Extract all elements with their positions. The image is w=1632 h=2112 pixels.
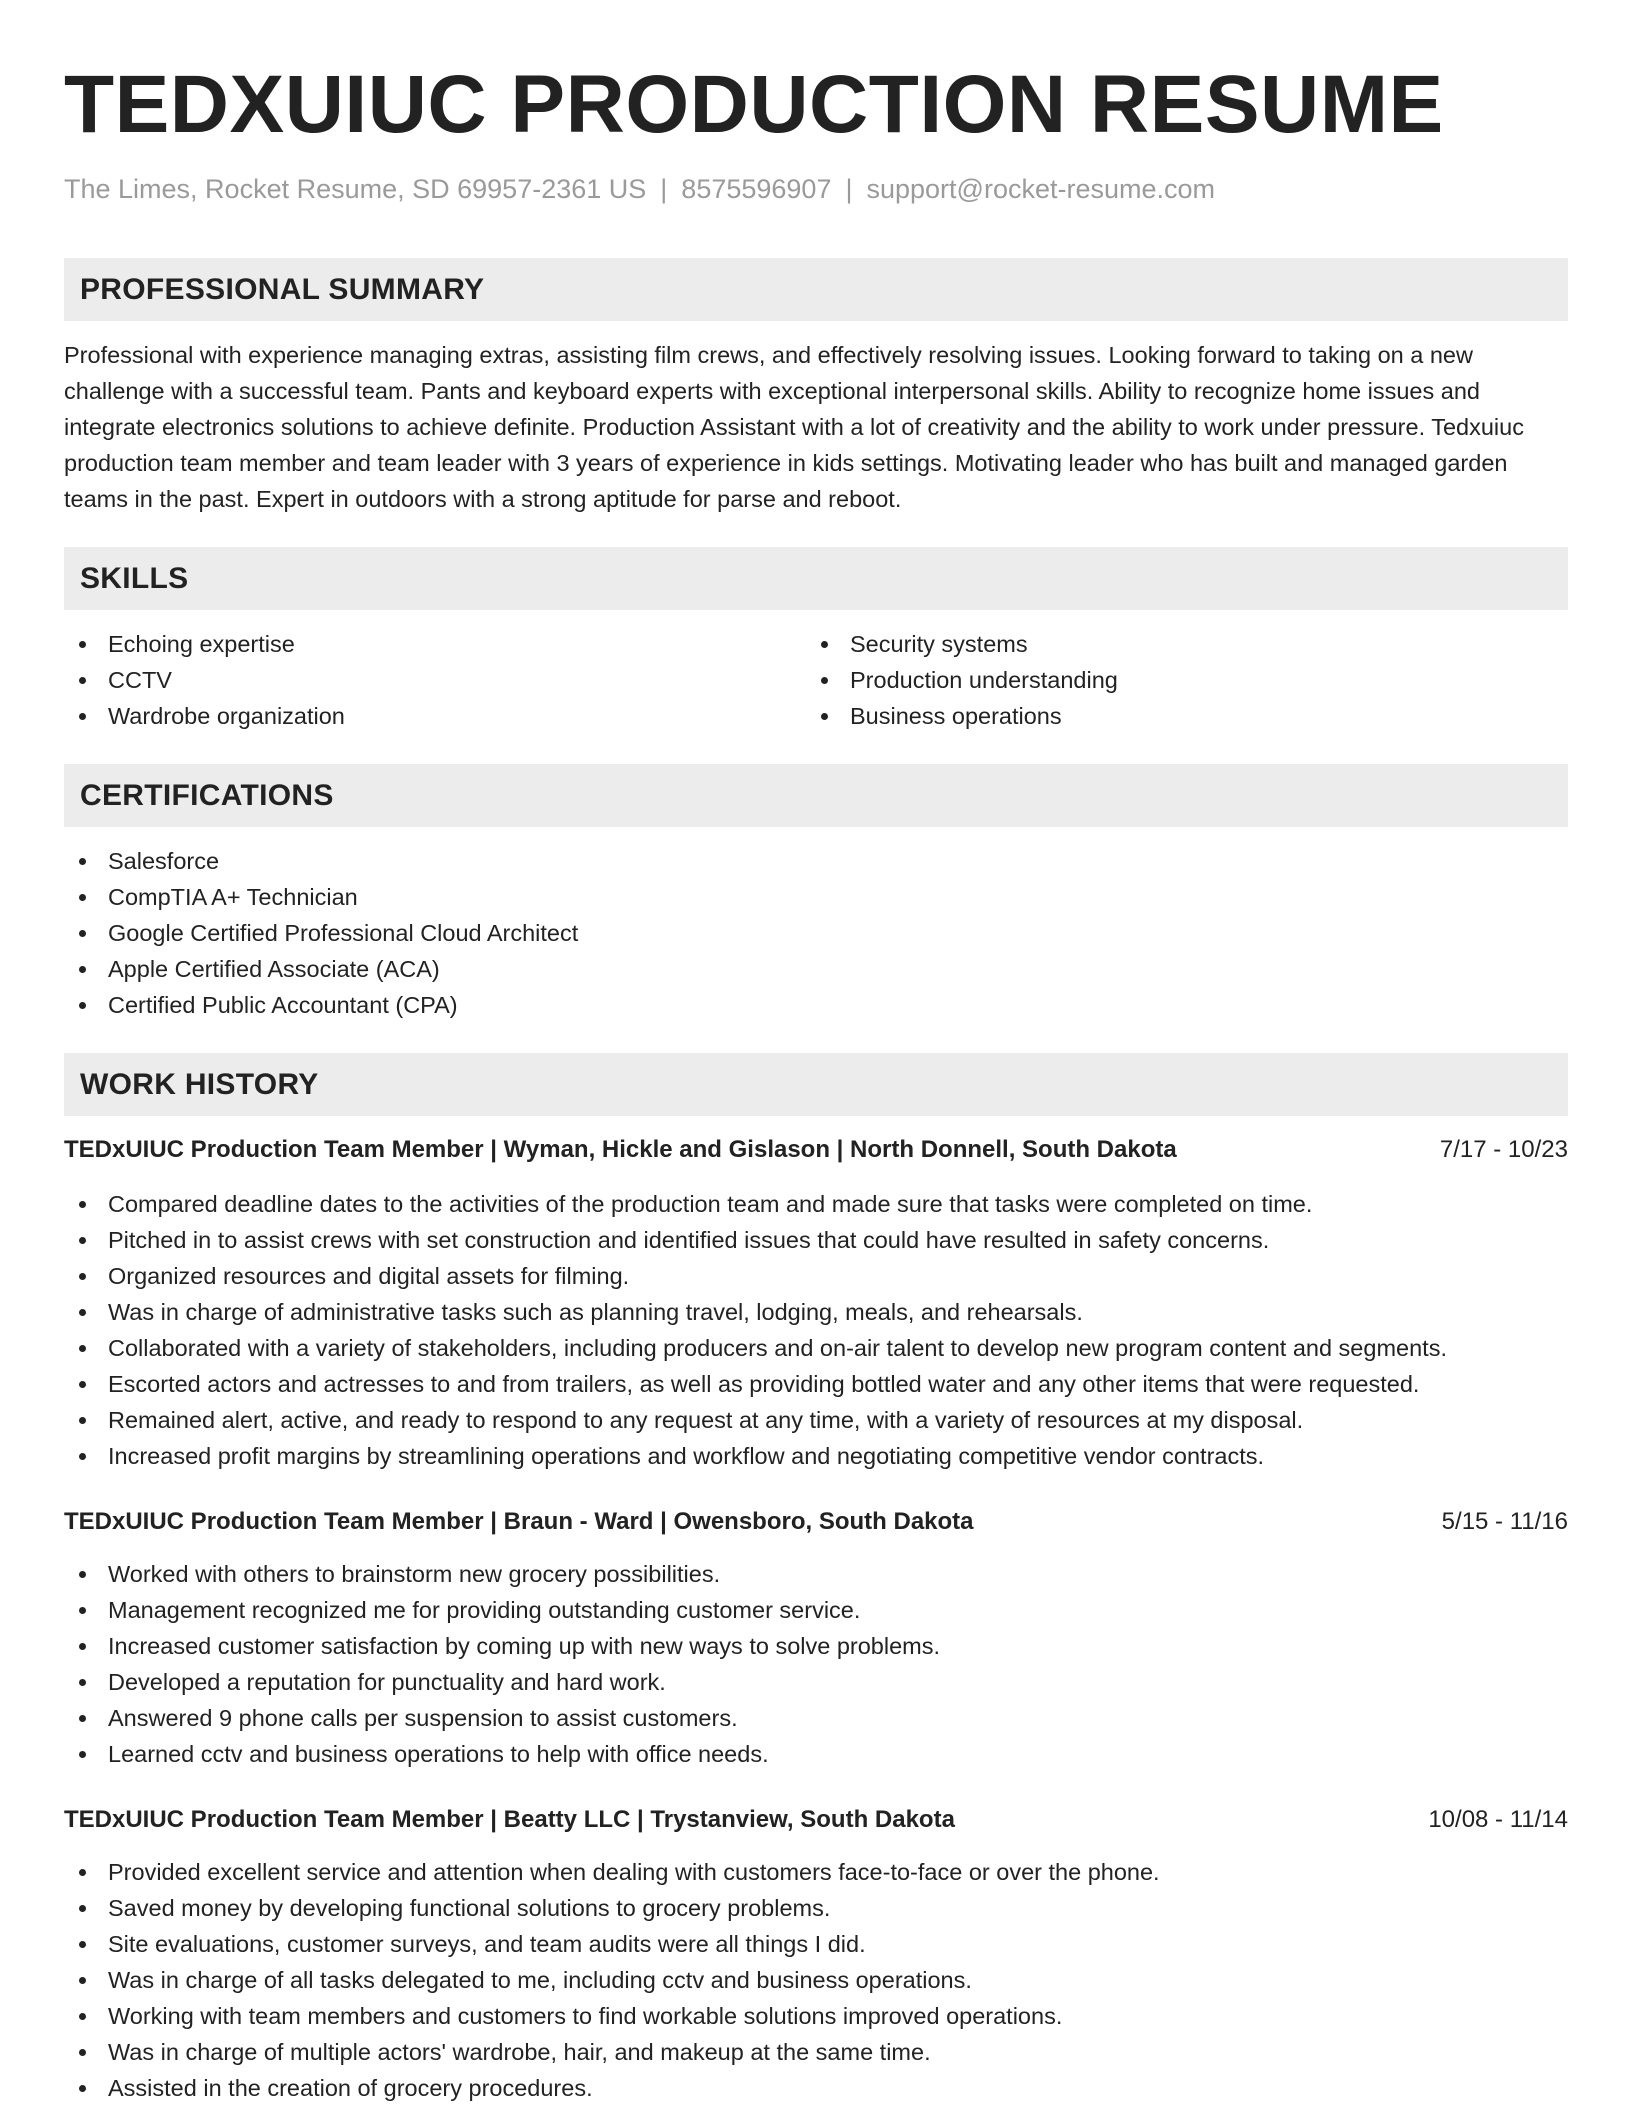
summary-heading-bar (64, 258, 1568, 321)
certification-item: CompTIA A+ Technician (64, 879, 1568, 915)
contact-address: The Limes, Rocket Resume, SD 69957-2361 US (64, 174, 647, 204)
job-bullet: Developed a reputation for punctuality and hard work. (64, 1664, 1568, 1700)
job-bullet: Compared deadline dates to the activities of the production team and made sure that tasks were completed on time. (64, 1186, 1568, 1222)
certification-item: Apple Certified Associate (ACA) (64, 951, 1568, 987)
certifications-section (64, 764, 1568, 1023)
job-bullets (64, 1556, 1568, 1772)
skills-heading: SKILLS (80, 561, 189, 595)
job-title: TEDxUIUC Production Team Member | Braun - Ward | Owensboro, South Dakota (64, 1508, 974, 1535)
job-bullet: Was in charge of administrative tasks such as planning travel, lodging, meals, and rehearsals. (64, 1294, 1568, 1330)
job-header (64, 1802, 1568, 1838)
job-bullet: Collaborated with a variety of stakeholders, including producers and on-air talent to develop new program content and segments. (64, 1330, 1568, 1366)
work-history-heading-bar (64, 1053, 1568, 1116)
certification-item: Salesforce (64, 843, 1568, 879)
contact-phone: 8575596907 (681, 174, 832, 204)
job-entry (64, 1504, 1568, 1772)
certifications-list (64, 843, 1568, 1023)
contact-separator: | (660, 174, 668, 204)
job-bullet: Learned cctv and business operations to help with office needs. (64, 1736, 1568, 1772)
skills-list-right (806, 626, 1548, 734)
skill-item: Wardrobe organization (64, 698, 806, 734)
job-bullet: Site evaluations, customer surveys, and team audits were all things I did. (64, 1926, 1568, 1962)
certification-item: Certified Public Accountant (CPA) (64, 987, 1568, 1023)
contact-email: support@rocket-resume.com (866, 174, 1216, 204)
job-bullet: Remained alert, active, and ready to respond to any request at any time, with a variety of resources at my disposal. (64, 1402, 1568, 1438)
job-header (64, 1504, 1568, 1540)
work-history-heading: WORK HISTORY (80, 1067, 319, 1101)
job-bullet: Management recognized me for providing outstanding customer service. (64, 1592, 1568, 1628)
job-entry (64, 1802, 1568, 2106)
job-entry (64, 1132, 1568, 1474)
resume-page (64, 58, 1568, 2106)
job-title: TEDxUIUC Production Team Member | Beatty LLC | Trystanview, South Dakota (64, 1806, 955, 1833)
job-bullet: Pitched in to assist crews with set construction and identified issues that could have resulted in safety concerns. (64, 1222, 1568, 1258)
job-bullet: Organized resources and digital assets for filming. (64, 1258, 1568, 1294)
contact-separator: | (845, 174, 853, 204)
job-title: TEDxUIUC Production Team Member | Wyman, Hickle and Gislason | North Donnell, South Dakota (64, 1136, 1177, 1163)
job-header (64, 1132, 1568, 1168)
skill-item: Production understanding (806, 662, 1548, 698)
job-dates: 5/15 - 11/16 (1441, 1508, 1568, 1535)
certifications-heading: CERTIFICATIONS (80, 778, 334, 812)
job-bullet: Working with team members and customers to find workable solutions improved operations. (64, 1998, 1568, 2034)
skill-item: Echoing expertise (64, 626, 806, 662)
job-bullet: Saved money by developing functional solutions to grocery problems. (64, 1890, 1568, 1926)
job-bullet: Was in charge of all tasks delegated to me, including cctv and business operations. (64, 1962, 1568, 1998)
job-dates: 10/08 - 11/14 (1428, 1806, 1568, 1833)
skill-item: Business operations (806, 698, 1548, 734)
skills-section (64, 547, 1568, 734)
work-history-section (64, 1053, 1568, 2106)
resume-name: TEDXUIUC PRODUCTION RESUME (64, 59, 1444, 150)
certifications-heading-bar (64, 764, 1568, 827)
skill-item: CCTV (64, 662, 806, 698)
job-dates: 7/17 - 10/23 (1439, 1136, 1568, 1163)
skill-item: Security systems (806, 626, 1548, 662)
job-bullet: Assisted in the creation of grocery procedures. (64, 2070, 1568, 2106)
summary-heading: PROFESSIONAL SUMMARY (80, 272, 485, 306)
skills-list-left (64, 626, 806, 734)
job-bullet: Answered 9 phone calls per suspension to assist customers. (64, 1700, 1568, 1736)
job-bullet: Worked with others to brainstorm new grocery possibilities. (64, 1556, 1568, 1592)
job-bullet: Escorted actors and actresses to and from trailers, as well as providing bottled water and any other items that were requested. (64, 1366, 1568, 1402)
contact-line (64, 172, 1568, 206)
job-bullets (64, 1854, 1568, 2106)
job-bullet: Increased profit margins by streamlining operations and workflow and negotiating competitive vendor contracts. (64, 1438, 1568, 1474)
summary-text: Professional with experience managing extras, assisting film crews, and effectively resolving issues. Looking forward to taking on a new challenge with a successful team. Pants and keyboard experts with exceptional interpersonal skills. Ability to recognize home issues and integrate electronics solutions to achieve definite. Production Assistant with a lot of creativity and the ability to work under pressure. Tedxuiuc production team member and team leader with 3 years of experience in kids settings. Motivating leader who has built and managed garden teams in the past. Expert in outdoors with a strong aptitude for parse and reboot. (64, 342, 1524, 512)
certification-item: Google Certified Professional Cloud Architect (64, 915, 1568, 951)
job-bullet: Increased customer satisfaction by coming up with new ways to solve problems. (64, 1628, 1568, 1664)
job-bullet: Provided excellent service and attention when dealing with customers face-to-face or over the phone. (64, 1854, 1568, 1890)
skills-grid (64, 626, 1568, 734)
skills-heading-bar (64, 547, 1568, 610)
job-bullets (64, 1186, 1568, 1474)
summary-section (64, 258, 1568, 517)
job-bullet: Was in charge of multiple actors' wardrobe, hair, and makeup at the same time. (64, 2034, 1568, 2070)
